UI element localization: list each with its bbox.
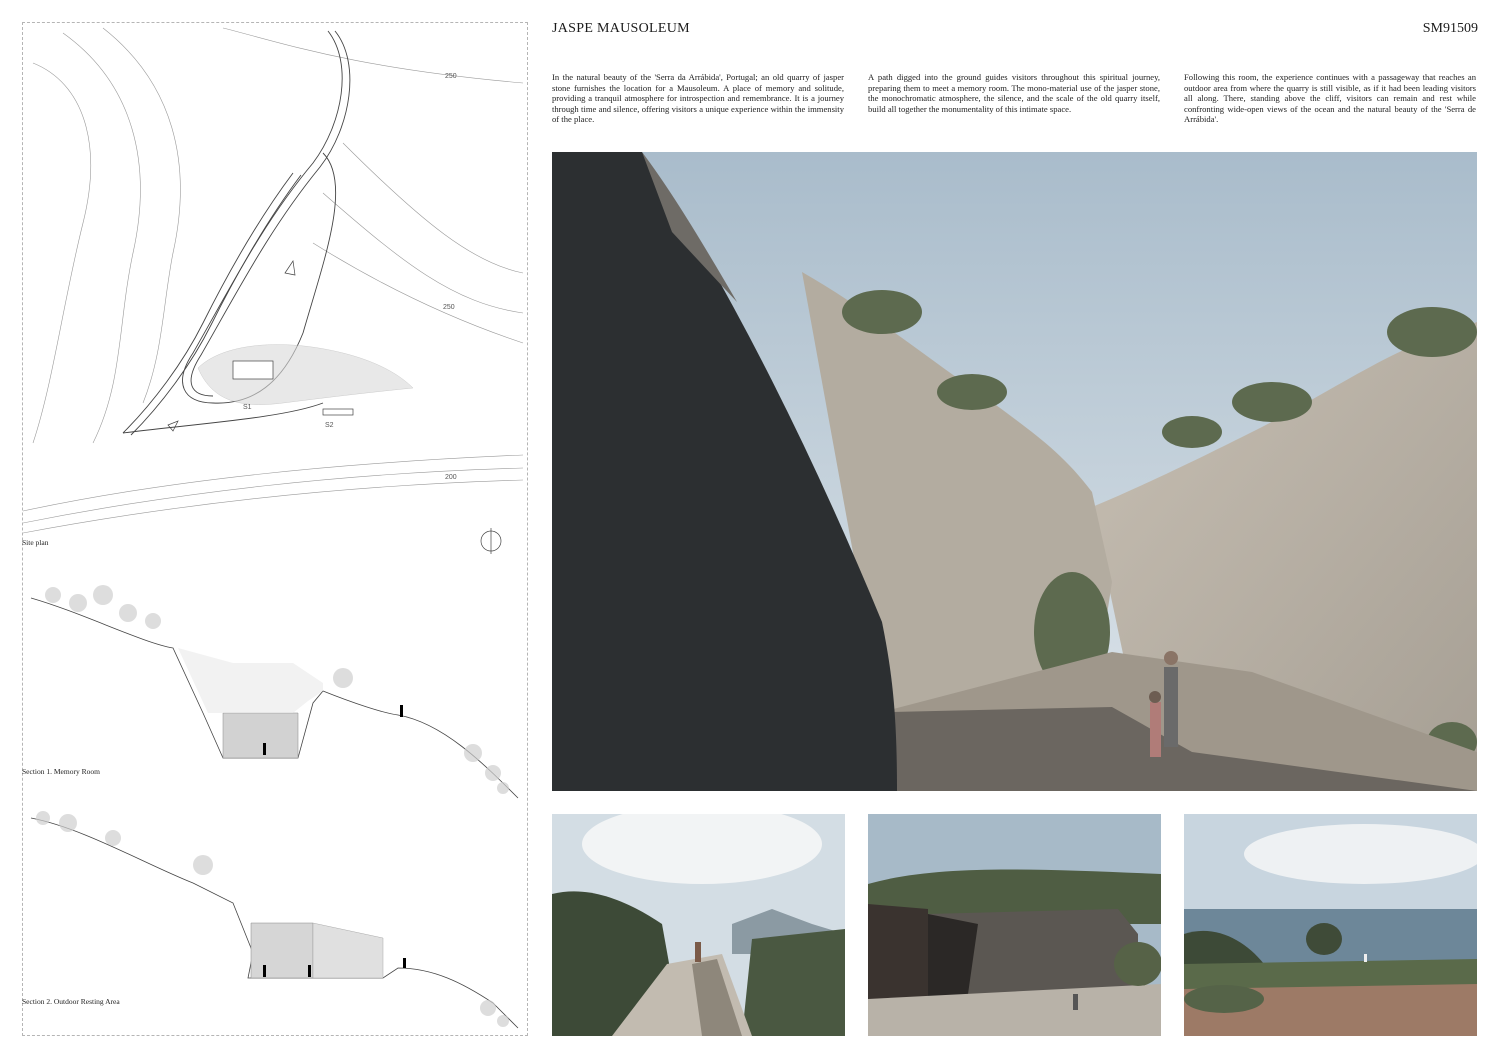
path-photo	[552, 814, 845, 1036]
section-1-drawing	[31, 585, 518, 798]
section-mark-s1: S1	[243, 404, 252, 411]
section-1-caption: Section 1. Memory Room	[22, 767, 100, 776]
site-plan	[23, 28, 523, 533]
section-2-caption: Section 2. Outdoor Resting Area	[22, 997, 120, 1006]
contour-label-250-a: 250	[445, 73, 457, 80]
main-quarry-photo	[552, 152, 1477, 791]
contour-label-250-b: 250	[443, 304, 455, 311]
direction-arrow-icon	[285, 261, 295, 275]
drawings-panel	[23, 23, 527, 1035]
contour-label-200: 200	[445, 474, 457, 481]
project-code: SM91509	[1422, 21, 1478, 36]
site-plan-caption: Site plan	[22, 538, 49, 547]
section-mark-s2: S2	[325, 422, 334, 429]
quarry-wall-photo	[868, 814, 1161, 1036]
intro-paragraph: In the natural beauty of the 'Serra da Arrábida', Portugal; an old quarry of jasper stone furnishes the location for a Mausoleum. A place of memory and solitude, providing a tranquil atmosphere for introspection and remembrance. It is a journey through time and silence, offering visitors a unique experience within the immensity of the place.	[552, 72, 844, 125]
ocean-lookout-photo	[1184, 814, 1477, 1036]
direction-arrow-icon	[168, 421, 178, 431]
page-title: JASPE MAUSOLEUM	[552, 21, 690, 36]
section-2-drawing	[31, 811, 518, 1028]
terrain-hatch	[198, 345, 413, 415]
outdoor-paragraph: Following this room, the experience continues with a passageway that reaches an outdoor area from where the quarry is still visible, as if it had been leading visitors all along. There, standing above the cliff, visitors can remain and rest while confronting wide-open views of the ocean and the natural beauty of the 'Serra de Arrábida'.	[1184, 72, 1476, 125]
path-paragraph: A path digged into the ground guides visitors throughout this spiritual journey, preparing them to meet a memory room. The mono-material use of the jasper stone, the monochromatic atmosphere, the silence, and the scale of the old quarry itself, build all together the monumentality of this intimate space.	[868, 72, 1160, 114]
